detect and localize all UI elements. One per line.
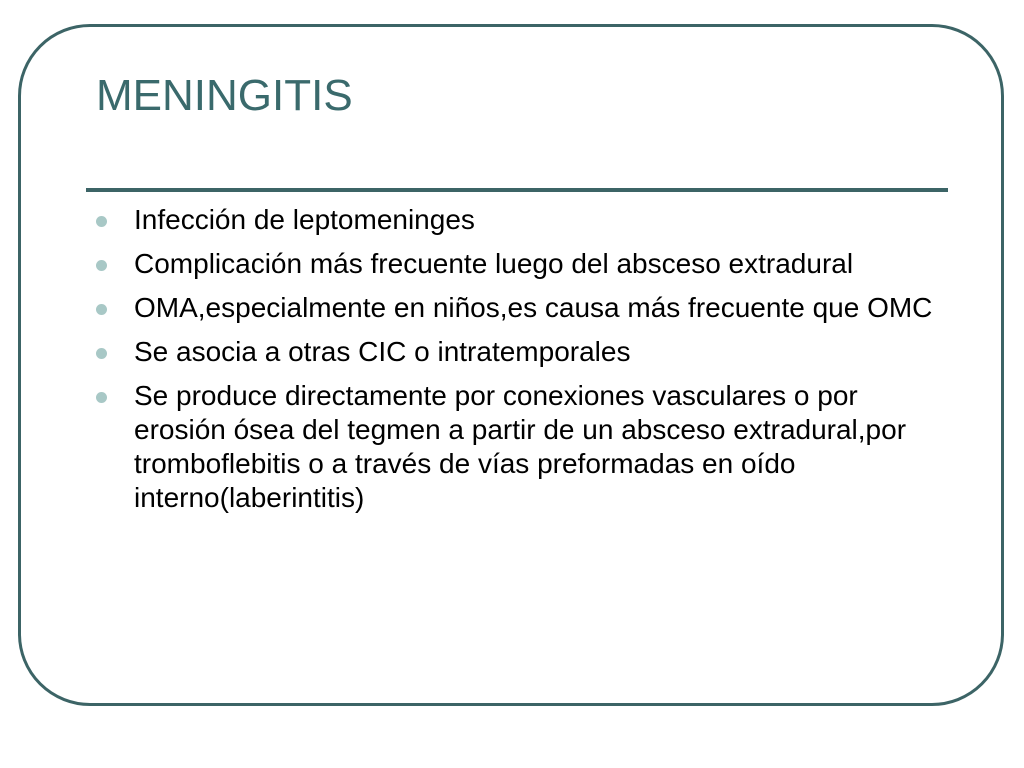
bullet-dot-icon xyxy=(96,216,107,227)
bullet-item xyxy=(96,379,956,515)
bullet-text: OMA,especialmente en niños,es causa más frecuente que OMC xyxy=(134,292,933,323)
bullet-list xyxy=(96,203,956,525)
slide-title: MENINGITIS xyxy=(96,71,353,120)
bullet-text: Se produce directamente por conexiones vasculares o por erosión ósea del tegmen a partir de un absceso extradural,por tromboflebitis o a través de vías preformadas en oído interno(laberintitis) xyxy=(134,380,907,513)
bullet-text: Se asocia a otras CIC o intratemporales xyxy=(134,336,631,367)
bullet-dot-icon xyxy=(96,304,107,315)
bullet-item xyxy=(96,335,956,369)
bullet-item xyxy=(96,247,956,281)
bullet-item xyxy=(96,203,956,237)
bullet-dot-icon xyxy=(96,260,107,271)
bullet-dot-icon xyxy=(96,392,107,403)
bullet-dot-icon xyxy=(96,348,107,359)
bullet-text: Complicación más frecuente luego del absceso extradural xyxy=(134,248,854,279)
bullet-text: Infección de leptomeninges xyxy=(134,204,475,235)
title-divider xyxy=(86,188,948,192)
bullet-item xyxy=(96,291,956,325)
